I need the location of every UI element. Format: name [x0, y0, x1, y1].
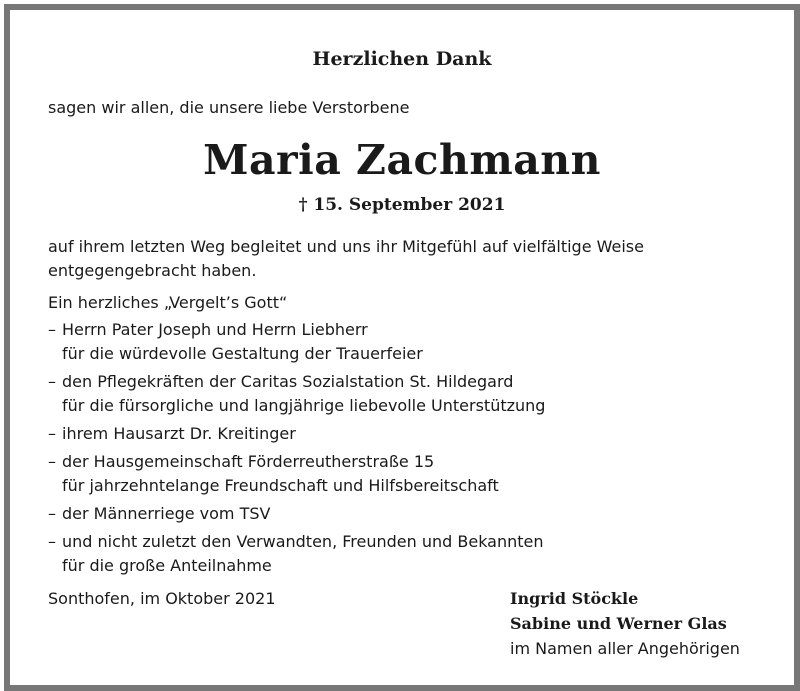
- notice-content: [10, 10, 794, 685]
- list-item: [48, 318, 545, 366]
- list-item: [48, 530, 545, 578]
- dash-marker: –: [48, 452, 56, 471]
- dash-marker: –: [48, 504, 56, 523]
- thanks-recipient: der Männerriege vom TSV: [62, 504, 271, 523]
- notice-heading: Herzlichen Dank: [312, 48, 492, 70]
- deceased-name: Maria Zachmann: [203, 136, 601, 184]
- list-item: [48, 450, 545, 498]
- thanks-recipient: Herrn Pater Joseph und Herrn Liebherr: [62, 320, 368, 339]
- dash-marker: –: [48, 372, 56, 391]
- signers-block: [510, 586, 740, 661]
- thanks-detail: für jahrzehntelange Freundschaft und Hilfsbereitschaft: [62, 476, 499, 495]
- list-item: [48, 370, 545, 418]
- thanks-detail: für die große Anteilnahme: [62, 556, 272, 575]
- list-item: [48, 422, 545, 446]
- signer-name-1: Ingrid Stöckle: [510, 589, 639, 608]
- thanks-detail: für die würdevolle Gestaltung der Trauerfeier: [62, 344, 423, 363]
- thanks-recipient: der Hausgemeinschaft Förderreutherstraße 15: [62, 452, 435, 471]
- notice-frame: [4, 4, 800, 691]
- thanks-detail: für die fürsorgliche und langjährige liebevolle Unterstützung: [62, 396, 546, 415]
- death-date: † 15. September 2021: [298, 195, 506, 215]
- signer-note: im Namen aller Angehörigen: [510, 639, 740, 658]
- thanks-recipient: und nicht zuletzt den Verwandten, Freunden und Bekannten: [62, 532, 544, 551]
- dash-marker: –: [48, 424, 56, 443]
- thanks-list: [48, 318, 545, 582]
- signer-name-2: Sabine und Werner Glas: [510, 614, 727, 633]
- thanks-recipient: ihrem Hausarzt Dr. Kreitinger: [62, 424, 296, 443]
- thanks-recipient: den Pflegekräften der Caritas Sozialstation St. Hildegard: [62, 372, 514, 391]
- dash-marker: –: [48, 320, 56, 339]
- body-line-1: auf ihrem letzten Weg begleitet und uns ihr Mitgefühl auf vielfältige Weise: [48, 237, 644, 256]
- place-date: Sonthofen, im Oktober 2021: [48, 589, 276, 608]
- body-line-2: entgegengebracht haben.: [48, 261, 257, 280]
- dash-marker: –: [48, 532, 56, 551]
- vergelts-gott-line: Ein herzliches „Vergelt’s Gott“: [48, 293, 288, 312]
- list-item: [48, 502, 545, 526]
- intro-line: sagen wir allen, die unsere liebe Verstorbene: [48, 98, 410, 117]
